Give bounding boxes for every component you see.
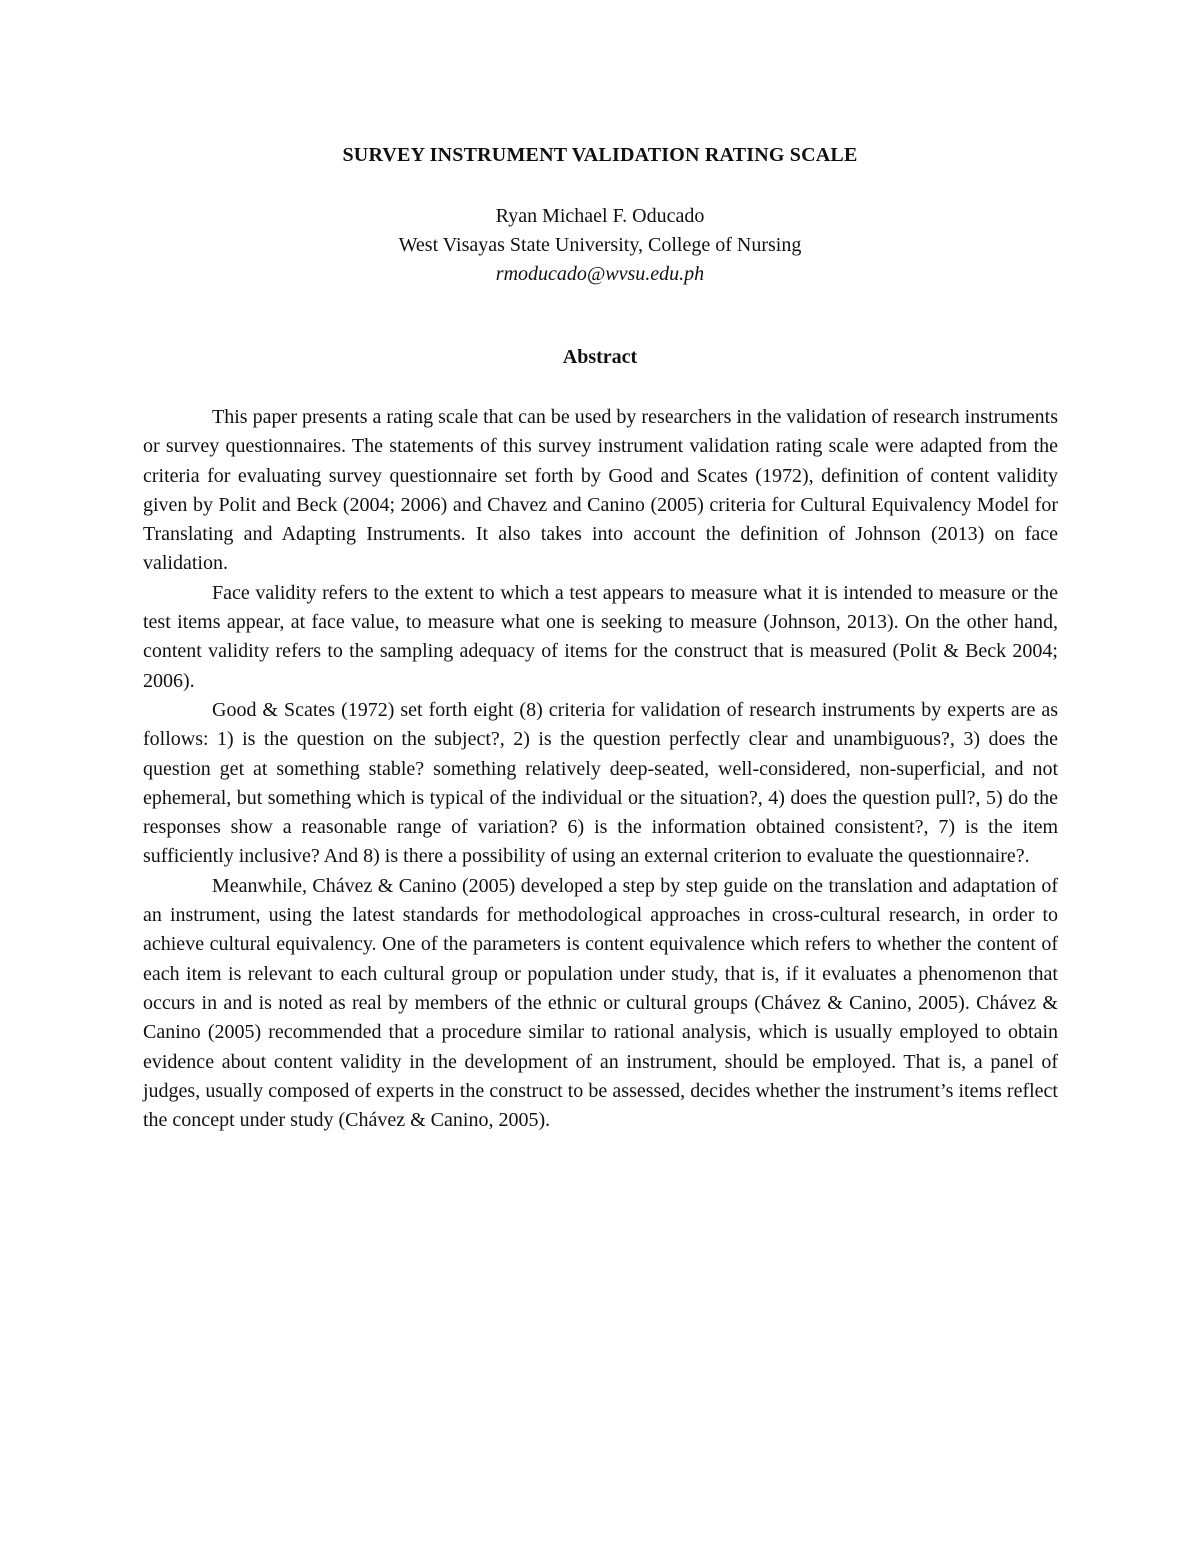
author-name: Ryan Michael F. Oducado bbox=[495, 205, 705, 227]
author-email: rmoducado@wvsu.edu.ph bbox=[495, 263, 705, 285]
abstract-body bbox=[143, 403, 1058, 1135]
abstract-paragraph: Face validity refers to the extent to which a test appears to measure what it is intended to measure or the test items appear, at face value, to measure what one is seeking to measure (Johnson, 2013). On the other hand, content validity refers to the sampling adequacy of items for the construct that is measured (Polit & Beck 2004; 2006). bbox=[143, 581, 1058, 692]
author-affiliation: West Visayas State University, College of Nursing bbox=[398, 234, 802, 256]
abstract-paragraph: This paper presents a rating scale that can be used by researchers in the validation of research instruments or survey questionnaires. The statements of this survey instrument validation rating scale were adapted from the criteria for evaluating survey questionnaire set forth by Good and Scates (1972), definition of content validity given by Polit and Beck (2004; 2006) and Chavez and Canino (2005) criteria for Cultural Equivalency Model for Translating and Adapting Instruments. It also takes into account the definition of Johnson (2013) on face validation. bbox=[143, 406, 1058, 575]
author-block bbox=[0, 202, 1200, 289]
paper-title: SURVEY INSTRUMENT VALIDATION RATING SCALE bbox=[342, 144, 858, 166]
abstract-heading: Abstract bbox=[562, 346, 638, 368]
abstract-paragraph: Meanwhile, Chávez & Canino (2005) developed a step by step guide on the translation and adaptation of an instrument, using the latest standards for methodological approaches in cross-cultural research, in order to achieve cultural equivalency. One of the parameters is content equivalence which refers to whether the content of each item is relevant to each cultural group or population under study, that is, if it evaluates a phenomenon that occurs in and is noted as real by members of the ethnic or cultural groups (Chávez & Canino, 2005). Chávez & Canino (2005) recommended that a procedure similar to rational analysis, which is usually employed to obtain evidence about content validity in the development of an instrument, should be employed. That is, a panel of judges, usually composed of experts in the construct to be assessed, decides whether the instrument’s items reflect the concept under study (Chávez & Canino, 2005). bbox=[143, 874, 1058, 1132]
abstract-paragraph: Good & Scates (1972) set forth eight (8) criteria for validation of research instruments by experts are as follows: 1) is the question on the subject?, 2) is the question perfectly clear and unambiguous?, 3) does the question get at something stable? something relatively deep-seated, well-considered, non-superficial, and not ephemeral, but something which is typical of the individual or the situation?, 4) does the question pull?, 5) do the responses show a reasonable range of variation? 6) is the information obtained consistent?, 7) is the item sufficiently inclusive? And 8) is there a possibility of using an external criterion to evaluate the questionnaire?. bbox=[143, 698, 1058, 868]
